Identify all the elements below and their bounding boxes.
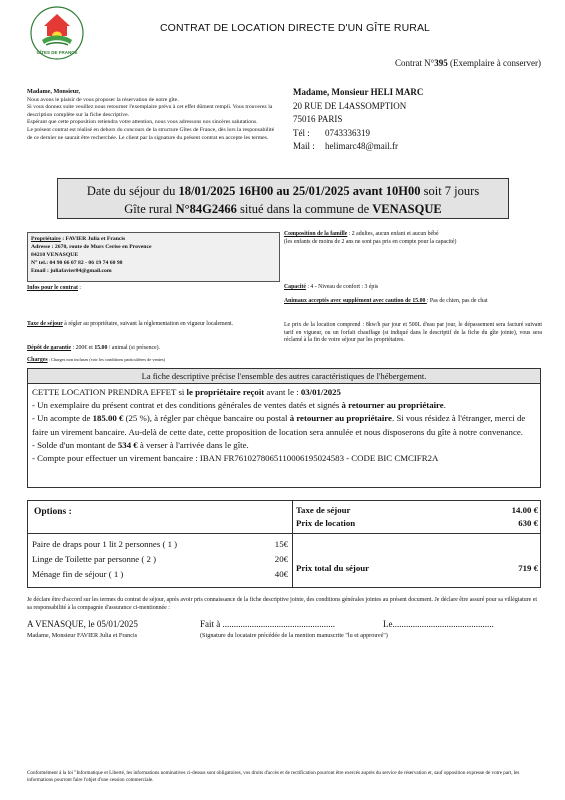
options-divider	[28, 533, 292, 534]
balance-line	[32, 439, 536, 452]
capacite-label: Capacité	[284, 284, 306, 290]
taxe-label: Taxe de séjour	[27, 321, 63, 327]
fait-a-line: Fait à ..................................................	[200, 619, 335, 629]
option-price: 15€	[274, 539, 288, 549]
options-price-box	[27, 500, 541, 588]
animaux-label: Animaux acceptés avec supplément avec caution de 15.00	[284, 298, 427, 304]
prix-location-row	[296, 518, 538, 528]
depot-garantie	[27, 345, 280, 353]
place-date: A VENASQUE, le 05/01/2025	[27, 619, 138, 629]
gite-town: VENASQUE	[372, 202, 442, 216]
owner-city: 84210 VENASQUE	[31, 252, 79, 259]
option-item	[32, 539, 288, 549]
deposit-amount: 185.00 €	[92, 413, 124, 424]
price-divider	[293, 533, 540, 534]
tel-value: 0743336319	[325, 127, 370, 138]
owner-tel: N° tel.: 04 90 66 07 82 - 06 19 74 60 98	[31, 260, 123, 267]
stay-l1-a: Date du séjour du	[86, 184, 179, 198]
client-tel	[293, 127, 423, 141]
l2-c: .	[443, 400, 446, 411]
logo-text: GÎTES DE FRANCE	[36, 50, 78, 55]
page-title: CONTRAT DE LOCATION DIRECTE D'UN GÎTE RURAL	[160, 22, 430, 34]
option-label: Ménage fin de séjour ( 1 )	[32, 569, 124, 579]
contract-number	[395, 58, 541, 68]
intro-p2: Si vous donnez suite veuillez nous retourner l'exemplaire prévu à cet effet dûment rempli. Vous trouverez la description complète sur la fiche descriptive.	[27, 104, 273, 118]
animaux-rest: : Pas de chien, pas de chat	[426, 298, 488, 304]
charges-rest: : Charges non incluses (voir les conditions particulières de ventes)	[47, 357, 166, 362]
owner-signature-label: Madame, Monsieur FAVIER Julia et Francis	[27, 632, 138, 639]
legal-notice: Conformément à la loi "Informatique et Liberté, les informations nominatives ci-dessus sont obligatoires, vos droits d'accès et de rectification pourront être exercés auprès du service de réservation et, sauf opposition expresse de votre part, les informations pourront faire l'objet d'une cession commerciale.	[27, 770, 520, 783]
depot-animal-amount: 15.00	[94, 345, 108, 351]
l4-a: - Solde d'un montant de	[32, 439, 118, 450]
option-item	[32, 569, 288, 579]
salutation: Madame, Monsieur,	[27, 88, 80, 95]
options-title: Options :	[34, 507, 72, 517]
stay-dates-box	[57, 178, 509, 219]
taxe-row-label: Taxe de séjour	[296, 505, 351, 515]
contract-return-line	[32, 399, 536, 412]
prix-row-value: 630 €	[518, 518, 538, 528]
total-label: Prix total du séjour	[296, 563, 370, 573]
owner-address: 2670, route de Murs Cerise en Provence	[54, 244, 152, 251]
client-address2: 75016 PARIS	[293, 114, 343, 124]
taxe-rest: à régler au propriétaire, suivant la réglementation en vigueur localement.	[62, 321, 234, 327]
famille-note: (les enfants de moins de 2 ans ne sont pas pris en compte pour la capacité)	[284, 238, 457, 245]
l3-a: - Un acompte de	[32, 413, 93, 424]
tenant-signature-label: (Signature du locataire précédée de la mention manuscrite "lu et approuvé")	[200, 632, 388, 639]
declaration-text: Je déclare être d'accord sur les termes du contrat de séjour, après avoir pris connaissance de la fiche descriptive jointe, des conditions générales jointes au présent document. Je déclare être assuré pour sa villégiature et sa responsabilité à la compagnie d'assurance ci-mentionnée :	[27, 597, 537, 611]
balance-amount: 534 €	[117, 439, 138, 450]
owner-box	[27, 232, 280, 282]
owner-address-label: Adresse :	[31, 244, 55, 251]
taxe-row-value: 14.00 €	[511, 505, 538, 515]
option-item	[32, 554, 288, 564]
descriptive-header: La fiche descriptive précise l'ensemble des autres caractéristiques de l'hébergement.	[28, 369, 540, 384]
option-price: 20€	[274, 554, 288, 564]
l2-a: - Un exemplaire du présent contrat et des conditions générales de ventes datés et signés	[32, 400, 342, 411]
depot-label: Dépôt de garantie	[27, 345, 72, 351]
capacite-rest: : 4 - Niveau de confort : 3 épis	[305, 284, 379, 290]
taxe-sejour-row	[296, 505, 538, 515]
gite-line	[58, 200, 508, 218]
gites-de-france-logo	[30, 6, 84, 60]
prix-row-label: Prix de location	[296, 518, 356, 528]
contract-label: Contrat N°	[394, 58, 435, 68]
client-mail	[293, 140, 423, 154]
total-value: 719 €	[518, 563, 538, 573]
effect-c: avant le :	[264, 387, 301, 397]
owner-label: Propriétaire	[31, 236, 61, 242]
l4-c: à verser à l'arrivée dans le gîte.	[137, 439, 249, 450]
option-label: Paire de draps pour 1 lit 2 personnes ( 1 )	[32, 539, 178, 549]
effect-line	[32, 386, 536, 399]
option-price: 40€	[274, 569, 288, 579]
conditions-body	[28, 384, 540, 467]
infos-rest: :	[77, 285, 82, 291]
bank-line: - Compte pour effectuer un virement bancaire : IBAN FR7610278065110006195024583 - CODE BIC CMCIFR2A	[32, 453, 439, 464]
intro-text	[27, 88, 277, 142]
animaux-info	[284, 298, 542, 306]
date-line: Le.............................................	[383, 619, 494, 629]
charges-label: Charges	[27, 357, 48, 363]
owner-name: : FAVIER Julia et Francis	[60, 236, 126, 242]
stay-l2-c: situé dans la commune de	[236, 202, 373, 216]
mail-value: helimarc48@mail.fr	[325, 141, 399, 151]
infos-label: Infos pour le contrat	[27, 285, 78, 291]
deposit-line	[32, 412, 536, 438]
tel-label: Tél :	[293, 127, 310, 138]
intro-p4: Le présent contrat est réalisé en dehors du concours de la structure Gîtes de France, dès lors la responsabilité de ce dernier ne saurait être recherchée. Le client par la signature du présent contrat en accepte les termes.	[27, 126, 275, 141]
effect-b: le propriétaire reçoit	[186, 387, 265, 397]
intro-p3: Espérant que cette proposition retiendra votre attention, nous vous adressons nos sincères salutations.	[27, 119, 258, 126]
owner-email: Email : juliafavier84@gmail.com	[31, 268, 112, 275]
charges-info	[27, 356, 280, 365]
contract-number-value: 395	[434, 58, 448, 68]
gite-number: N°84G2466	[175, 202, 237, 216]
effect-date: 03/01/2025	[300, 387, 341, 397]
depot-rest-b: / animal (si présence).	[107, 345, 160, 351]
l3-c: (25 %), à régler par chèque bancaire ou postal	[123, 413, 290, 424]
client-address1: 20 RUE DE L4ASSOMPTION	[293, 100, 407, 111]
famille-info	[284, 231, 542, 246]
l3-d: à retourner au propriétaire	[289, 413, 392, 424]
l2-b: à retourner au propriétaire	[341, 400, 444, 411]
options-panel	[28, 501, 293, 587]
stay-dates: 18/01/2025 16H00 au 25/01/2025 avant 10H00	[178, 184, 421, 198]
depot-rest-a: : 200€ et	[71, 345, 95, 351]
effect-a: CETTE LOCATION PRENDRA EFFET si	[32, 387, 187, 397]
capacite-info	[284, 284, 542, 292]
mail-label: Mail :	[293, 141, 315, 151]
famille-label: Composition de la famille	[284, 231, 348, 237]
option-label: Linge de Toilette par personne ( 2 )	[32, 554, 157, 564]
stay-l1-c: soit 7 jours	[420, 184, 480, 198]
l3-e: . Si vous résidez à l'étranger, merci de faire un virement bancaire. Au-delà de cette date, cette proposition de location sera annulée et nous disposerons du gîte à notre convenance.	[32, 413, 526, 437]
contract-suffix: (Exemplaire à conserver)	[450, 58, 541, 68]
stay-dates-line	[58, 182, 508, 200]
total-row	[296, 563, 538, 573]
taxe-sejour-info	[27, 321, 280, 329]
conditions-box	[27, 368, 541, 488]
infos-contrat	[27, 285, 280, 293]
intro-p1: Nous avons le plaisir de vous proposer la réservation de notre gîte.	[27, 96, 179, 103]
client-address-block	[293, 86, 423, 154]
famille-rest: : 2 adultes, aucun enfant et aucun bébé	[347, 231, 439, 237]
client-name: Madame, Monsieur HELI MARC	[293, 87, 424, 97]
prix-comprend: Le prix de la location comprend : 8kw/h par jour et 500L d'eau par jour, le dépassement sera facturé suivant tarif en vigueur, ou un forfait chauffage (si indiqué dans le descriptif de la fiche du gîte jointe), vous sera réclamé à la fin de votre séjour par les propriétaires.	[284, 322, 542, 344]
stay-l2-a: Gîte rural	[124, 202, 176, 216]
